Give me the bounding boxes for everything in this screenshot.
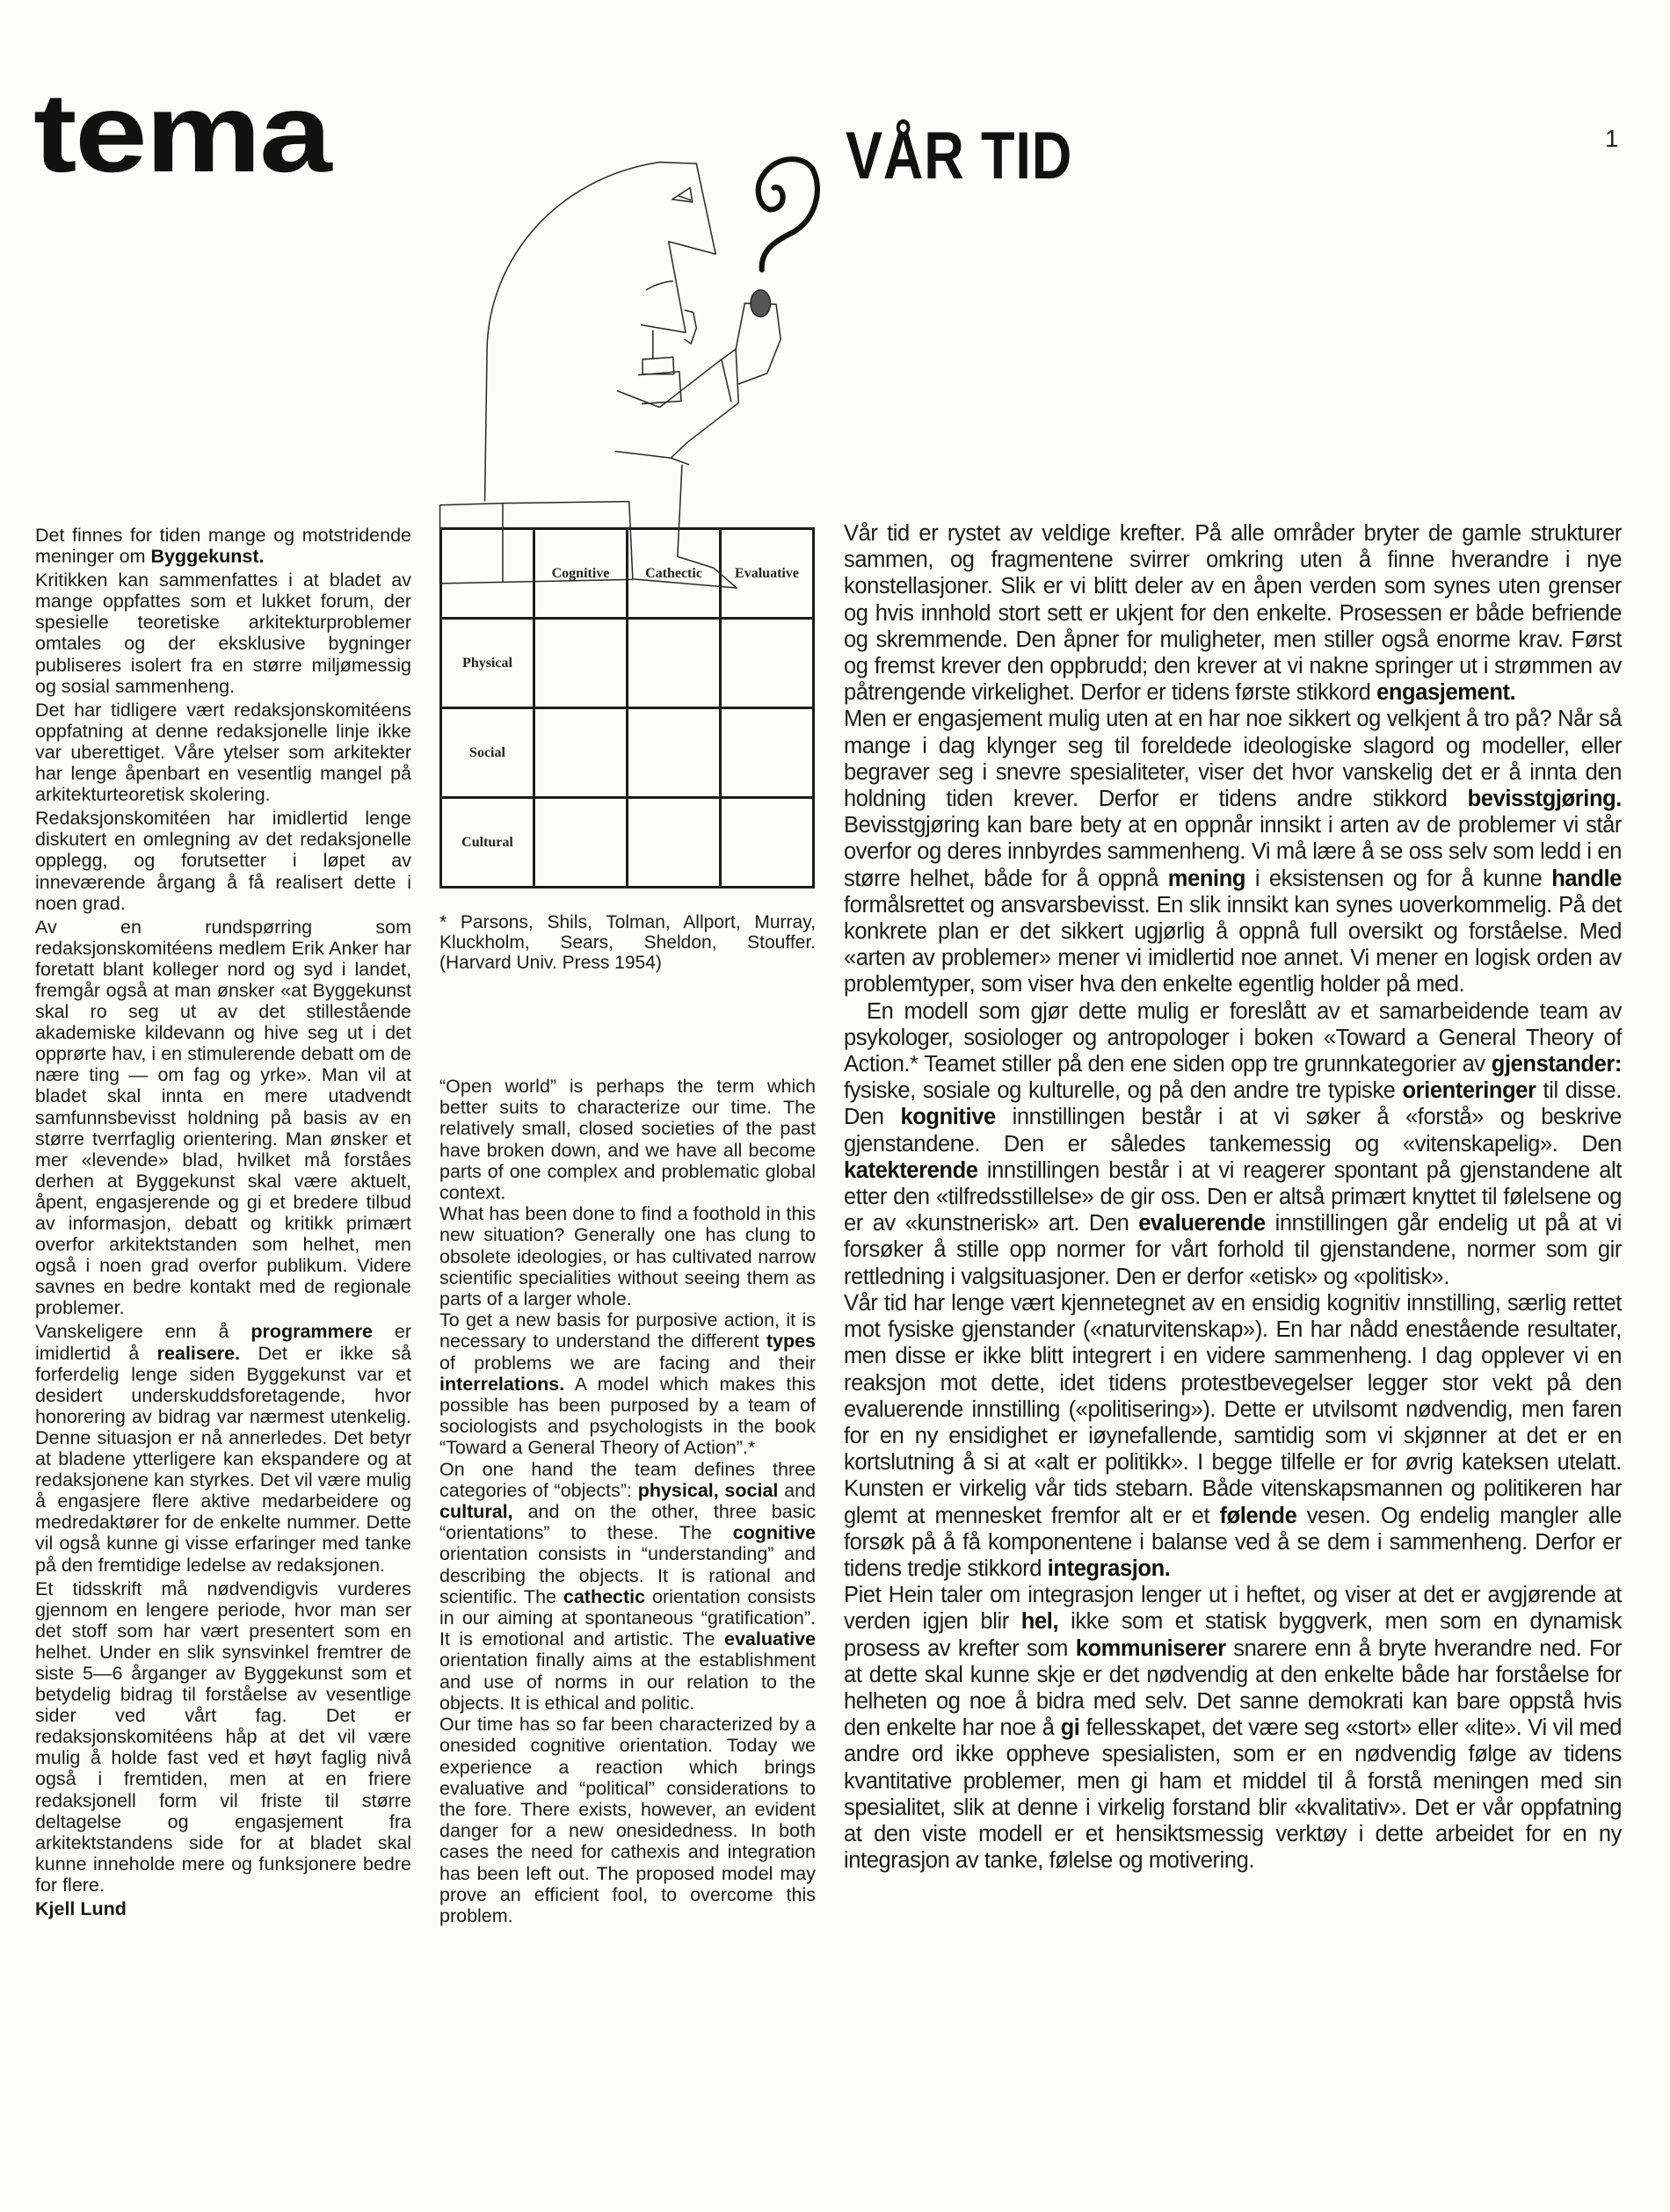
bold-keyword: physical, social [637,1479,779,1501]
figure-fist [685,310,697,344]
text-run: er imidlertid å [35,1321,412,1364]
text-run: On one hand the team defines three categories of “objects”: [439,1458,816,1501]
bold-keyword: cognitive [732,1522,816,1544]
paragraph [35,917,411,1319]
editorial-paragraphs [35,525,411,1896]
main-article-column [844,520,1622,1874]
table-cell [534,619,628,708]
paragraph [439,1714,816,1926]
bold-keyword: evaluative [724,1628,816,1650]
paragraph [35,1578,411,1896]
table-cell [534,708,628,798]
text-run: orientation finally aims at the establishment and use of norms in our relation to the objects. It is ethical and politic. [439,1650,816,1714]
paragraph [844,1582,1622,1874]
table-row [441,798,814,888]
figure-arm [614,349,738,465]
bold-keyword: integrasjon. [1047,1556,1171,1581]
bold-keyword: Byggekunst. [150,546,265,568]
text-run: Et tidsskrift må nødvendigvis vurderes gjennom en lengere periode, hvor man ser det stoff som har vært presentert som en helhet. Under en slik synsvinkel fremtrer de siste 5—6 årganger av Byggekunst som et betydelig bidrag til forståelse av vesentlige sider ved vårt fag. Det er redaksjonskomitéens håp at det vil være mulig å holde fast ved et høyt faglig nivå også i fremtiden, men at en friere redaksjonell form vil friste til større deltagelse og engasjement fra arkitektstandens side for at bladet skal kunne inneholde mere og funksjonere bedre for flere. [35,1577,411,1896]
text-run: Men er engasjement mulig uten at en har noe sikkert og velkjent å tro på? Når så mange i dag klynger seg til foreldede ideologiske slagord og modeller, eller begraver seg i snevre spesialiteter, viser det hvor vanskelig det er å innta den holdning tiden krever. Derfor er tidens andre stikkord [844,707,1622,812]
bold-keyword: gjenstander: [1491,1052,1622,1077]
paragraph [844,998,1622,1290]
text-run: Kritikken kan sammenfattes i at bladet av mange oppfattes som et lukket forum, der spesielle teoretiske arkitekturproblemer omtales og der eksklusive bygninger publiseres isolert fra en større miljømessig og sosial sammenheng. [35,569,411,697]
bold-keyword: bevisstgjøring. [1467,787,1622,812]
paragraph [844,1290,1622,1582]
text-run: Piet Hein taler om integrasjon lenger ut i heftet, og viser at det er avgjørende at verden igjen blir [844,1583,1622,1635]
text-run: of problems we are facing and their [439,1352,816,1374]
text-run: “Open world” is perhaps the term which better suits to characterize our time. The relatively small, closed societies of the past have broken down, and we have all become parts of one complex and problematic global context. [439,1076,816,1204]
paragraph [35,808,411,913]
orientation-model-table [439,527,815,888]
text-run: innstillingen består i at vi søker å «forstå» og beskrive gjenstandene. Den er således tankemessig og «vitenskapelig». Den [844,1105,1622,1157]
text-run: fellesskapet, det være seg «stort» eller «lite». Vi vil med andre ord ikke oppheve spesialisten, som er en nødvendig følge av tidens kvantitative problemer, men gi ham et middel til å forstå meningen med sin spesialitet, slik at denne i virkelig forstand blir «kvalitativ». Det er vår oppfatning at den viste modell er et hensiktsmessig verktøy i dette arbeidet for en ny integrasjon av tanke, følelse og motivering. [844,1715,1623,1874]
text-run: vesen. Og endelig mangler alle forsøk på å få komponentene i balanse ved å se dem i sammenheng. Derfor er tidens tredje stikkord [844,1503,1622,1581]
text-run: and on the other, three basic “orientations” to these. The [439,1501,816,1544]
english-paragraphs [439,1076,816,1926]
paragraph [35,700,411,805]
bold-keyword: interrelations. [439,1373,565,1395]
text-run: orientation consists in our aiming at spontaneous “gratification”. It is emotional and artistic. The [439,1585,816,1650]
text-run: To get a new basis for purposive action, it is necessary to understand the different [439,1309,816,1353]
paragraph [439,1309,816,1458]
text-run: snarere enn å bryte hverandre ned. For at dette skal kunne skje er det nødvendig at den enkelte både har forståelse for helheten og noe å bidra med selv. Det sanne demokrati kan bare oppstå hvis den enkelte har noe å [844,1635,1622,1741]
question-mark-icon [759,159,817,270]
bold-keyword: orienteringer [1402,1078,1536,1104]
figure-eye [672,188,693,202]
text-run: orientation consists in “understanding” and describing the objects. It is rational and scientific. The [439,1543,816,1607]
magazine-logo: tema [33,70,330,196]
text-run: til disse. Den [844,1078,1622,1130]
text-run: Our time has so far been characterized by a onesided cognitive orientation. Today we experience a reaction which brings evaluative and “political” considerations to the fore. There exists, however, an evident danger for a new onesidedness. In both cases the need for cathexis and integration has been left out. The proposed model may prove an efficient fool, to overcome this problem. [439,1714,816,1926]
text-run: Vanskeligere enn å [35,1321,251,1343]
table-cell [721,798,814,888]
bold-keyword: kognitive [900,1105,996,1130]
egg-icon [751,290,770,317]
text-run: fysiske, sosiale og kulturelle, og på den andre tre typiske [844,1078,1403,1104]
table-cell [534,798,628,888]
paragraph [439,1076,816,1203]
bold-keyword: hel, [1020,1609,1059,1635]
row-header: Physical [441,619,534,708]
bold-keyword: programmere [250,1321,373,1343]
table-cell [721,619,814,708]
bold-keyword: kommuniserer [1075,1635,1226,1661]
paragraph [439,1459,816,1714]
table-footnote: * Parsons, Shils, Tolman, Allport, Murray, Kluckholm, Sears, Sheldon, Stouffer. (Harvard Univ. Press 1954) [439,912,816,973]
bold-keyword: handle [1551,866,1622,891]
text-run: i eksistensen og for å kunne [1245,866,1552,891]
row-header: Social [441,708,534,798]
paragraph [844,706,1622,997]
table-header-row [441,529,814,619]
figure-body-lines [617,330,681,408]
table-cell [628,708,721,798]
column-header: Cognitive [534,529,628,619]
bold-keyword: gi [1060,1715,1080,1741]
english-summary-column [439,1076,816,1926]
text-run: Vår tid har lenge vært kjennetegnet av en ensidig kognitiv innstilling, særlig rettet mot fysiske gjenstander («naturvitenskap»). En har nådd enestående resultater, men disse er ikke blitt integrert i en videre sammenheng. I dag opplever vi en reaksjon mot dette, idet tidens protestbevegelser legger stor vekt på den evaluerende innstilling («politisering»). Dette er utvilsomt nødvendig, men faren for en ny ensidighet er iøynefallende, samtidig som vi skjønner at det er en kortslutning å si at «alt er politikk». I begge tilfelle er for øvrig kateksen utelatt. Kunsten er virkelig vår tids stebarn. Både vitenskapsmannen og politikeren har glemt at mennesket fremfor alt er et [844,1290,1622,1528]
text-run: Det har tidligere vært redaksjonskomitéens oppfatning at denne redaksjonelle linje ikke var uberettiget. Våre ytelser som arkitekter har lenge åpenbart en vesentlig mangel på arkitekturteoretisk skolering. [35,699,411,806]
editorial-column [35,525,411,1922]
text-run: Bevisstgjøring kan bare bety at en oppnår innsikt i arten av de problemer vi står overfor og deres innbyrdes sammenheng. Vi må lære å se oss selv som ledd i en større helhet, både for å oppnå [844,813,1622,891]
bold-keyword: types [766,1331,816,1353]
text-run: Vår tid er rystet av veldige krefter. På alle områder bryter de gamle strukturer sammen, og fragmentene svirrer omkring uten å finne hverandre i nye konstellasjoner. Slik er vi blitt deler av en åpen verden som synes uten grenser og hvis innhold stort sett er ukjent for den enkelte. Prosessen er både befriende og skremmende. Den åpner for muligheter, men stiller også enorme krav. Først og fremst krever den oppbrudd; den krever at vi nakne springer ut i strømmen av påtrengende virkelighet. Derfor er tidens første stikkord [844,521,1622,706]
bold-keyword: katekterende [844,1157,978,1183]
text-run: What has been done to find a foothold in this new situation? Generally one has clung to obsolete ideologies, or has cultivated narrow scientific specialities without seeing them as parts of a larger whole. [439,1203,816,1310]
text-run: formålsrettet og ansvarsbevisst. En slik innsikt kan synes uoverkommelig. På det konkrete plan er det sikkert ugjørlig å oppnå full oversikt og forståelse. Med «arten av problemer» mener vi imidlertid noe annet. Vi mener en logisk orden av problemtyper, som viser hva den enkelte egentlig holder på med. [844,892,1622,997]
bold-keyword: engasjement. [1376,680,1516,706]
table-corner-cell [441,529,534,619]
bold-keyword: følende [1219,1503,1297,1528]
author-signature: Kjell Lund [35,1898,127,1919]
text-run: A model which makes this possible has been purposed by a team of sociologists and psychologists in the book “Toward a General Theory of Action”.* [439,1373,816,1459]
table-cell [628,619,721,708]
text-run: innstillingen går endelig ut på at vi forsøker å stille opp normer for vårt forhold til gjenstandene, normer som gir rettledning i valgsituasjoner. Den er derfor «etisk» og «politisk». [844,1211,1622,1289]
section-title: VÅR TID [846,119,1073,193]
row-header: Cultural [441,798,534,888]
figure-back-outline [485,163,716,502]
paragraph [35,525,411,567]
text-run: Redaksjonskomitéen har imidlertid lenge diskutert en omlegning av det redaksjonelle opplegg, og forutsetter i løpet av inneværende årgang å få realisert dette i noen grad. [35,808,411,914]
table-row [441,708,814,798]
table-row [441,619,814,708]
figure-chin [646,281,673,290]
paragraph [35,569,411,697]
text-run: ikke som et statisk byggverk, men som en dynamisk prosess av krefter som [844,1609,1623,1661]
text-run: Det er ikke så forferdelig lenge siden Byggekunst var et desidert underskuddsforetagende, hvor honorering av bidrag var nærmest utenkelig. Denne situasjon er nå annerledes. Det betyr at bladene ytterligere kan ekspandere og at redaksjonene kan styrkes. Det vil være mulig å engasjere flere aktive medarbeidere og medredaktører for de enkelte nummer. Dette vil også kunne gi visse erfaringer med tanke på den fremtidige ledelse av redaksjonen. [35,1342,411,1576]
bold-keyword: mening [1167,866,1246,891]
paragraph [439,1203,816,1309]
paragraph [844,520,1622,706]
column-header: Cathectic [628,529,721,619]
text-run: and [778,1479,816,1501]
column-header: Evaluative [721,529,814,619]
text-run: Det finnes for tiden mange og motstridende meninger om [35,525,411,568]
text-run: innstillingen består i at vi reagerer spontant på gjenstandene alt etter den «tilfredsstillelse» de gir oss. Den er altså primært knyttet til følelsene og er av «kunstnerisk» art. Den [844,1157,1622,1237]
bold-keyword: evaluerende [1138,1211,1266,1237]
table-cell [628,798,721,888]
bold-keyword: realisere. [156,1342,241,1364]
paragraph [35,1321,411,1575]
table-cell [721,708,814,798]
article-paragraphs [844,520,1622,1874]
page-number: 1 [1605,125,1619,152]
text-run: Av en rundspørring som redaksjonskomitéens medlem Erik Anker har foretatt blant kolleger nord og syd i landet, fremgår også at man ønsker «at Byggekunst skal ro seg ut av det stillestående akademiske kildevann og hive seg ut i det opprørte hav, i en stimulerende debatt om de nære ting — om fag og yrke». Man vil at bladet skal innta en mere utadvendt samfunnsbevisst holdning på basis av en større tverrfaglig orientering. Man ønsker et mer «levende» blad, hvilket må forståes derhen at Byggekunst skal være aktuelt, åpent, engasjerende og gi et bredere tilbud av informasjon, debatt og kritikk primært overfor arkitektstanden som helhet, men også i noen grad overfor publikum. Videre savnes en bedre kontakt med de regionale problemer. [35,916,411,1319]
bold-keyword: cathectic [563,1585,646,1607]
text-run: En modell som gjør dette mulig er foreslått av et samarbeidende team av psykologer, sosiologer og antropologer i boken «Toward a General Theory of Action.* Teamet stiller på den ene siden opp tre grunnkategorier av [844,998,1622,1077]
bold-keyword: cultural, [439,1501,513,1523]
